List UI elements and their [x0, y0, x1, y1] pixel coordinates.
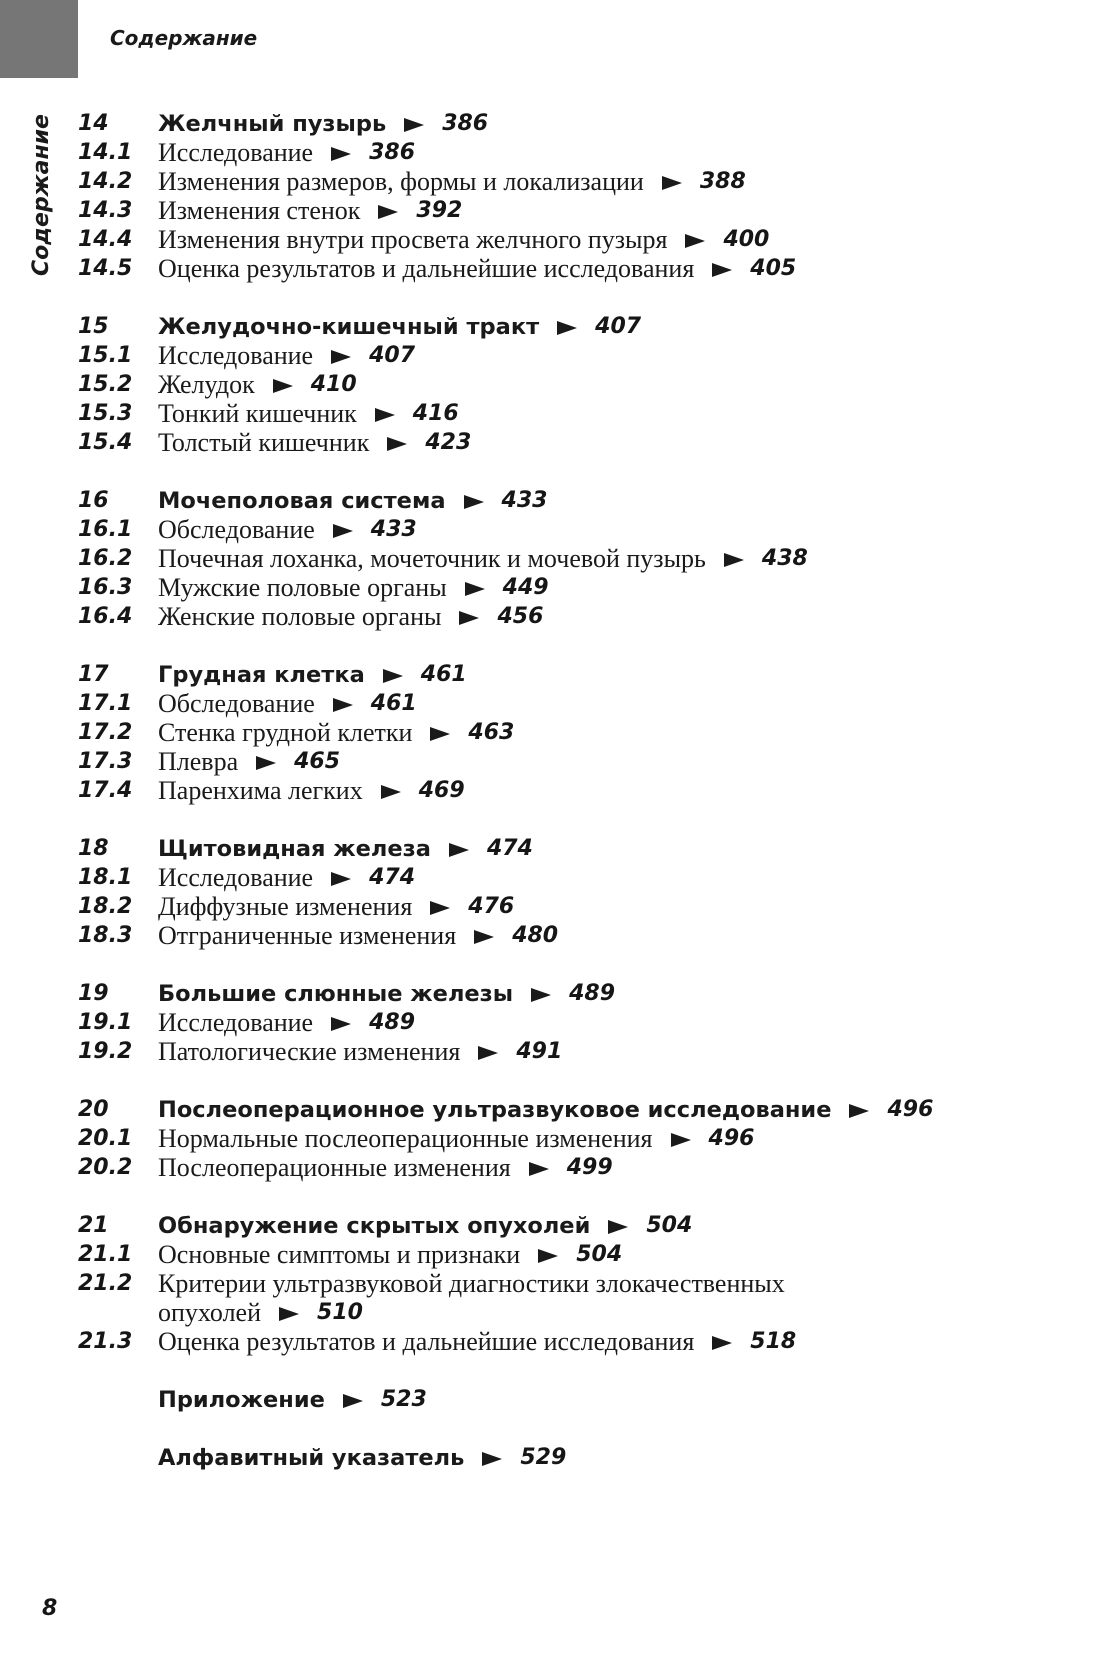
toc-section-18-3[interactable] [78, 920, 558, 951]
toc-chapter-15[interactable] [78, 311, 641, 342]
section-title: Обследование [158, 688, 315, 718]
running-head: Содержание [110, 26, 258, 50]
toc-section-17-2[interactable] [78, 717, 514, 748]
page-number: 469 [418, 778, 465, 803]
toc-chapter-18[interactable] [78, 833, 533, 864]
arrow-right-icon [256, 756, 276, 770]
section-title: Исследование [158, 862, 314, 892]
arrow-right-icon [608, 1220, 628, 1234]
page-number: 386 [442, 111, 489, 136]
section-number: 18.3 [78, 923, 133, 948]
section-number: 19.2 [78, 1039, 133, 1064]
arrow-right-icon [404, 118, 424, 132]
section-title: Тонкий кишечник [158, 398, 357, 428]
arrow-right-icon [464, 495, 484, 509]
toc-section-16-1[interactable] [78, 514, 417, 545]
arrow-right-icon [478, 1046, 498, 1060]
toc-section-18-2[interactable] [78, 891, 514, 922]
page-folio: 8 [42, 1596, 58, 1621]
page-number: 523 [380, 1387, 427, 1412]
toc-section-21-1[interactable] [78, 1239, 622, 1270]
section-number: 16.2 [78, 546, 133, 571]
page-number: 433 [370, 517, 417, 542]
page-number: 489 [369, 1010, 416, 1035]
section-title: Оценка результатов и дальнейшие исследования [158, 1326, 695, 1356]
page-number: 496 [887, 1097, 934, 1122]
arrow-right-icon [685, 234, 705, 248]
section-title: Исследование [158, 1007, 314, 1037]
section-number: 16.3 [78, 575, 133, 600]
chapter-title: Обнаружение скрытых опухолей [158, 1212, 591, 1239]
section-title: Нормальные послеоперационные изменения [158, 1123, 653, 1153]
page-number: 510 [317, 1300, 363, 1325]
page-number: 474 [369, 865, 416, 890]
page-number: 476 [468, 894, 515, 919]
section-number: 17.1 [78, 691, 133, 716]
toc-section-20-1[interactable] [78, 1123, 754, 1154]
section-number: 15.2 [78, 372, 133, 397]
section-title: Изменения стенок [158, 195, 361, 225]
toc-chapter-14[interactable] [78, 108, 488, 139]
page-number: 388 [699, 169, 746, 194]
toc-section-15-1[interactable] [78, 340, 415, 371]
arrow-right-icon [375, 408, 395, 422]
section-number: 15.3 [78, 401, 133, 426]
toc-section-17-3[interactable] [78, 746, 340, 777]
toc-section-19-2[interactable] [78, 1036, 562, 1067]
chapter-title: Желчный пузырь [158, 110, 387, 137]
section-number: 14.4 [78, 227, 133, 252]
arrow-right-icon [531, 988, 551, 1002]
page-number: 433 [501, 488, 548, 513]
section-title: Изменения внутри просвета желчного пузыря [158, 224, 668, 254]
page-number: 518 [750, 1329, 797, 1354]
arrow-right-icon [712, 263, 732, 277]
section-number: 18.2 [78, 894, 133, 919]
chapter-number: 21 [78, 1213, 109, 1238]
section-title: Оценка результатов и дальнейшие исследования [158, 253, 695, 283]
page-number: 529 [520, 1445, 567, 1470]
page-number: 491 [516, 1039, 563, 1064]
section-title: Обследование [158, 514, 315, 544]
arrow-right-icon [459, 611, 479, 625]
arrow-right-icon [383, 669, 403, 683]
toc-section-21-2-continuation[interactable] [158, 1297, 363, 1328]
page-number: 480 [512, 923, 559, 948]
chapter-number: 14 [78, 111, 109, 136]
arrow-right-icon [331, 1017, 351, 1031]
section-title: Плевра [158, 746, 239, 776]
section-number: 14.3 [78, 198, 133, 223]
toc-chapter-21[interactable] [78, 1210, 692, 1241]
section-title: Изменения размеров, формы и локализации [158, 166, 644, 196]
chapter-title: Грудная клетка [158, 661, 365, 688]
toc-section-14-4[interactable] [78, 224, 769, 255]
chapter-number: 17 [78, 662, 109, 687]
section-title-continuation: опухолей [158, 1297, 262, 1327]
section-title: Исследование [158, 137, 314, 167]
page-number: 461 [370, 691, 417, 716]
page-number: 449 [502, 575, 549, 600]
section-title: Диффузные изменения [158, 891, 413, 921]
page-number: 407 [595, 314, 642, 339]
toc-section-21-2[interactable] [78, 1268, 785, 1299]
toc-section-19-1[interactable] [78, 1007, 415, 1038]
arrow-right-icon [381, 785, 401, 799]
chapter-number: 18 [78, 836, 109, 861]
toc-section-16-4[interactable] [78, 601, 543, 632]
side-tab-label: Содержание [29, 114, 54, 276]
section-title: Критерии ультразвуковой диагностики злокачественных [158, 1268, 785, 1298]
toc-section-17-4[interactable] [78, 775, 465, 806]
chapter-number: 20 [78, 1097, 109, 1122]
section-number: 21.1 [78, 1242, 133, 1267]
toc-chapter-20[interactable] [78, 1094, 933, 1125]
section-title: Женские половые органы [158, 601, 442, 631]
arrow-right-icon [712, 1336, 732, 1350]
appendix-title: Приложение [158, 1386, 325, 1413]
section-number: 21.3 [78, 1329, 133, 1354]
page-number: 416 [412, 401, 459, 426]
toc-section-14-3[interactable] [78, 195, 462, 226]
section-title: Желудок [158, 369, 255, 399]
toc-section-21-3[interactable] [78, 1326, 796, 1357]
corner-tab-block [0, 0, 78, 78]
arrow-right-icon [662, 176, 682, 190]
page-number: 456 [497, 604, 544, 629]
section-title: Паренхима легких [158, 775, 363, 805]
toc-section-16-3[interactable] [78, 572, 549, 603]
section-number: 20.2 [78, 1155, 133, 1180]
section-title: Послеоперационные изменения [158, 1152, 511, 1182]
chapter-title: Большие слюнные железы [158, 980, 514, 1007]
toc-section-20-2[interactable] [78, 1152, 613, 1183]
section-number: 17.3 [78, 749, 133, 774]
arrow-right-icon [724, 553, 744, 567]
arrow-right-icon [671, 1133, 691, 1147]
arrow-right-icon [273, 379, 293, 393]
arrow-right-icon [474, 930, 494, 944]
section-title: Исследование [158, 340, 314, 370]
arrow-right-icon [331, 872, 351, 886]
arrow-right-icon [378, 205, 398, 219]
toc-appendix[interactable] [78, 1384, 427, 1415]
section-number: 16.4 [78, 604, 133, 629]
page-number: 496 [708, 1126, 755, 1151]
section-number: 19.1 [78, 1010, 133, 1035]
section-title: Толстый кишечник [158, 427, 370, 457]
page-number: 405 [750, 256, 797, 281]
page-number: 465 [294, 749, 341, 774]
page-number: 400 [723, 227, 770, 252]
toc-section-17-1[interactable] [78, 688, 417, 719]
page-number: 504 [646, 1213, 693, 1238]
toc-section-14-2[interactable] [78, 166, 746, 197]
arrow-right-icon [482, 1452, 502, 1466]
chapter-title: Послеоперационное ультразвуковое исследование [158, 1096, 832, 1123]
toc-index[interactable] [78, 1442, 566, 1473]
section-number: 14.5 [78, 256, 133, 281]
arrow-right-icon [279, 1307, 299, 1321]
page-number: 463 [468, 720, 515, 745]
arrow-right-icon [331, 147, 351, 161]
arrow-right-icon [387, 437, 407, 451]
section-title: Почечная лоханка, мочеточник и мочевой пузырь [158, 543, 706, 573]
page-number: 438 [761, 546, 808, 571]
section-number: 14.2 [78, 169, 133, 194]
arrow-right-icon [849, 1104, 869, 1118]
section-number: 17.2 [78, 720, 133, 745]
toc-section-16-2[interactable] [78, 543, 808, 574]
section-number: 20.1 [78, 1126, 133, 1151]
toc-chapter-19[interactable] [78, 978, 615, 1009]
section-number: 16.1 [78, 517, 133, 542]
page-number: 410 [310, 372, 357, 397]
page-number: 392 [416, 198, 463, 223]
section-title: Основные симптомы и признаки [158, 1239, 521, 1269]
toc-chapter-17[interactable] [78, 659, 467, 690]
page-number: 504 [576, 1242, 623, 1267]
toc-chapter-16[interactable] [78, 485, 547, 516]
section-number: 21.2 [78, 1271, 133, 1296]
page-number: 407 [369, 343, 416, 368]
index-title: Алфавитный указатель [158, 1444, 465, 1471]
arrow-right-icon [333, 524, 353, 538]
chapter-title: Щитовидная железа [158, 835, 431, 862]
section-number: 15.1 [78, 343, 133, 368]
arrow-right-icon [557, 321, 577, 335]
section-title: Стенка грудной клетки [158, 717, 413, 747]
page-number: 386 [369, 140, 416, 165]
toc-section-15-2[interactable] [78, 369, 357, 400]
page-number: 461 [420, 662, 467, 687]
chapter-title: Желудочно-кишечный тракт [158, 313, 540, 340]
section-number: 15.4 [78, 430, 133, 455]
section-title: Отграниченные изменения [158, 920, 457, 950]
page-number: 474 [486, 836, 533, 861]
arrow-right-icon [430, 901, 450, 915]
toc-section-14-1[interactable] [78, 137, 415, 168]
arrow-right-icon [529, 1162, 549, 1176]
toc-section-15-3[interactable] [78, 398, 459, 429]
arrow-right-icon [333, 698, 353, 712]
page-number: 423 [425, 430, 472, 455]
arrow-right-icon [538, 1249, 558, 1263]
toc-section-18-1[interactable] [78, 862, 415, 893]
section-number: 14.1 [78, 140, 133, 165]
arrow-right-icon [343, 1394, 363, 1408]
chapter-number: 16 [78, 488, 109, 513]
toc-section-14-5[interactable] [78, 253, 796, 284]
chapter-title: Мочеполовая система [158, 487, 446, 514]
arrow-right-icon [449, 843, 469, 857]
arrow-right-icon [430, 727, 450, 741]
arrow-right-icon [331, 350, 351, 364]
section-title: Патологические изменения [158, 1036, 461, 1066]
section-number: 17.4 [78, 778, 133, 803]
page-number: 499 [566, 1155, 613, 1180]
section-title: Мужские половые органы [158, 572, 447, 602]
arrow-right-icon [465, 582, 485, 596]
chapter-number: 19 [78, 981, 109, 1006]
chapter-number: 15 [78, 314, 109, 339]
section-number: 18.1 [78, 865, 133, 890]
toc-section-15-4[interactable] [78, 427, 471, 458]
page-number: 489 [569, 981, 616, 1006]
